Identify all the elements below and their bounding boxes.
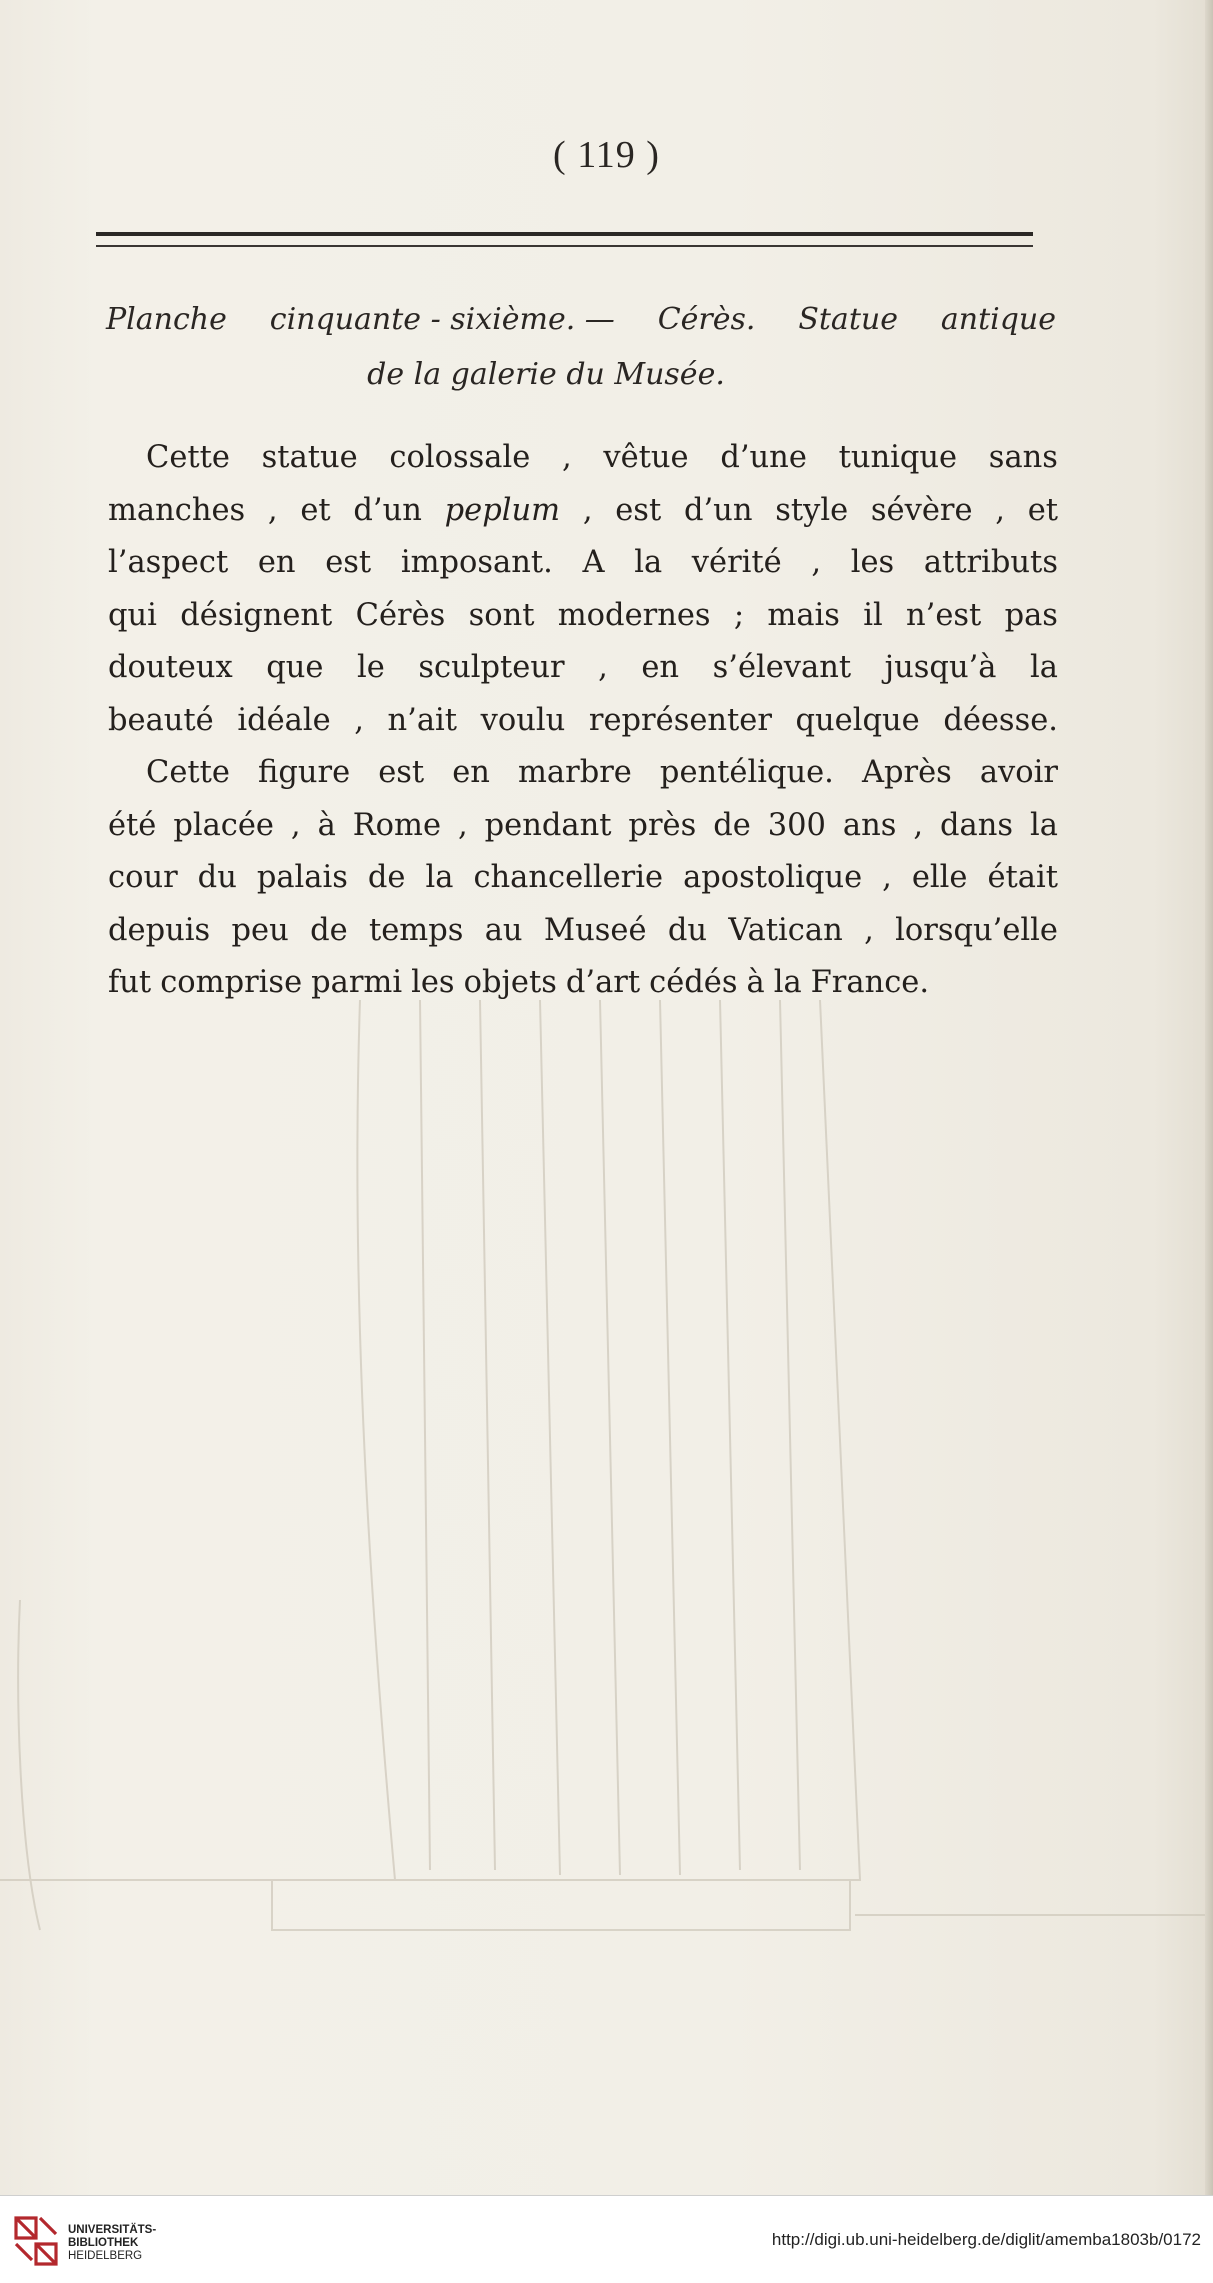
- word: Museé: [543, 912, 647, 948]
- word: sculpteur: [418, 650, 565, 685]
- word: imposant.: [400, 545, 553, 580]
- word: ,: [582, 492, 593, 528]
- word: 300: [767, 807, 826, 843]
- word: avoir: [979, 755, 1058, 790]
- word: ,: [354, 702, 364, 738]
- word: les: [411, 965, 455, 1000]
- word: apostolique: [683, 860, 863, 895]
- word: d’un: [683, 492, 753, 528]
- page-number: ( 119 ): [553, 134, 660, 176]
- word: représenter: [588, 702, 772, 738]
- word: d’art: [565, 965, 641, 1000]
- word: chancellerie: [473, 860, 664, 895]
- institution-line: UNIVERSITÄTS-: [68, 2224, 157, 2236]
- word: Cérès: [355, 597, 446, 633]
- word: A: [582, 545, 605, 580]
- word: la: [425, 860, 454, 895]
- word: du: [197, 860, 237, 895]
- body-text: [108, 432, 1058, 1010]
- header-rule-thick: [96, 232, 1033, 236]
- word: temps: [368, 912, 464, 948]
- word: de: [713, 807, 751, 843]
- word: objets: [463, 965, 557, 1000]
- caption-word: antique: [940, 302, 1056, 337]
- word: peplum: [444, 492, 561, 528]
- word: sévère: [870, 492, 973, 528]
- text-line: [108, 905, 1058, 958]
- word: été: [108, 807, 157, 843]
- word: placée: [173, 807, 274, 843]
- word: ,: [864, 912, 874, 948]
- word: qui: [108, 597, 157, 633]
- word: beauté: [108, 702, 214, 738]
- word: ,: [811, 545, 822, 580]
- word: ans: [842, 807, 897, 843]
- word: colossale: [389, 440, 531, 475]
- word: figure: [258, 755, 351, 790]
- word: Après: [861, 755, 952, 790]
- word: ,: [913, 807, 924, 843]
- plate-caption: [106, 292, 1056, 402]
- word: ,: [882, 860, 892, 895]
- word: comprise: [160, 965, 303, 1000]
- permalink[interactable]: http://digi.ub.uni-heidelberg.de/diglit/amemba1803b/0172: [771, 2230, 1201, 2249]
- word: et: [300, 492, 331, 528]
- word: à: [317, 807, 336, 843]
- word: douteux: [108, 650, 233, 685]
- word: la: [1029, 807, 1058, 843]
- word: ;: [733, 597, 745, 633]
- word: cour: [108, 860, 178, 895]
- page-edge: [1205, 0, 1213, 2195]
- word: attributs: [923, 545, 1058, 580]
- word: de: [310, 912, 348, 948]
- word: ,: [598, 650, 608, 685]
- word: Cette: [146, 755, 230, 790]
- word: lorsqu’elle: [895, 912, 1058, 948]
- text-line: [108, 800, 1058, 853]
- word: ,: [457, 807, 468, 843]
- word: statue: [261, 440, 358, 475]
- caption-word: Cérès.: [657, 302, 756, 337]
- text-line: [108, 432, 1058, 485]
- word: marbre: [518, 755, 632, 790]
- word: Rome: [352, 807, 442, 843]
- word: sont: [468, 597, 535, 633]
- word: désignent: [180, 597, 333, 633]
- text-line: [108, 590, 1058, 643]
- word: style: [775, 492, 849, 528]
- word: que: [266, 650, 324, 685]
- footer-bar: [0, 2195, 1213, 2283]
- word: n’est: [906, 597, 982, 633]
- text-line: [108, 852, 1058, 905]
- word: voulu: [480, 702, 566, 738]
- word: pas: [1004, 597, 1058, 633]
- text-line: [108, 695, 1058, 748]
- word: mais: [767, 597, 840, 633]
- word: en: [257, 545, 296, 580]
- word: est: [615, 492, 662, 528]
- word: s’élevant: [712, 650, 852, 685]
- word: cédés: [649, 965, 738, 1000]
- word: depuis: [108, 912, 211, 948]
- word: dans: [939, 807, 1013, 843]
- word: ,: [267, 492, 278, 528]
- word: jusqu’à: [884, 650, 997, 685]
- word: parmi: [311, 965, 403, 1000]
- word: palais: [256, 860, 348, 895]
- text-line: [108, 957, 1058, 1010]
- word: de: [367, 860, 406, 895]
- institution-line: HEIDELBERG: [68, 2250, 143, 2262]
- caption-word: Planche: [106, 302, 227, 337]
- word: ,: [995, 492, 1005, 528]
- word: pendant: [484, 807, 612, 843]
- word: pentélique.: [659, 755, 834, 790]
- word: près: [628, 807, 697, 843]
- word: déesse.: [943, 702, 1058, 738]
- word: l’aspect: [108, 545, 229, 580]
- caption-word: cinquante - sixième. —: [269, 302, 615, 337]
- word: la: [1030, 650, 1058, 685]
- text-line: [108, 485, 1058, 538]
- word: en: [641, 650, 680, 685]
- word: les: [850, 545, 895, 580]
- university-seal-icon: [12, 2212, 60, 2270]
- word: vêtue: [603, 440, 689, 475]
- word: et: [1027, 492, 1058, 528]
- word: ,: [561, 440, 572, 475]
- text-line: [108, 537, 1058, 590]
- word: est: [378, 755, 425, 790]
- word: ,: [290, 807, 301, 843]
- caption-line-2: de la galerie du Musée.: [367, 357, 725, 392]
- word: Vatican: [728, 912, 843, 948]
- caption-word: Statue: [798, 302, 898, 337]
- word: d’un: [353, 492, 422, 528]
- word: tunique: [838, 440, 958, 475]
- word: fut: [108, 965, 152, 1000]
- word: France.: [810, 965, 930, 1000]
- word: manches: [108, 492, 246, 528]
- word: à: [746, 965, 765, 1000]
- word: peu: [231, 912, 289, 948]
- institution-line: BIBLIOTHEK: [68, 2237, 139, 2249]
- word: Cette: [146, 440, 230, 475]
- word: au: [484, 912, 523, 948]
- word: n’ait: [387, 702, 458, 738]
- header-rule-thin: [96, 245, 1033, 247]
- institution-name: [68, 2224, 156, 2263]
- word: était: [987, 860, 1058, 895]
- word: idéale: [237, 702, 331, 738]
- word: du: [667, 912, 708, 948]
- text-line: [108, 747, 1058, 800]
- text-line: [108, 642, 1058, 695]
- word: d’une: [720, 440, 807, 475]
- word: est: [325, 545, 372, 580]
- word: quelque: [795, 702, 920, 738]
- word: modernes: [557, 597, 711, 633]
- word: en: [452, 755, 490, 790]
- word: il: [863, 597, 883, 633]
- word: la: [773, 965, 802, 1000]
- word: sans: [988, 440, 1058, 475]
- caption-line-1: [106, 292, 1056, 347]
- word: le: [357, 650, 385, 685]
- word: vérité: [691, 545, 782, 580]
- word: elle: [911, 860, 968, 895]
- word: la: [634, 545, 663, 580]
